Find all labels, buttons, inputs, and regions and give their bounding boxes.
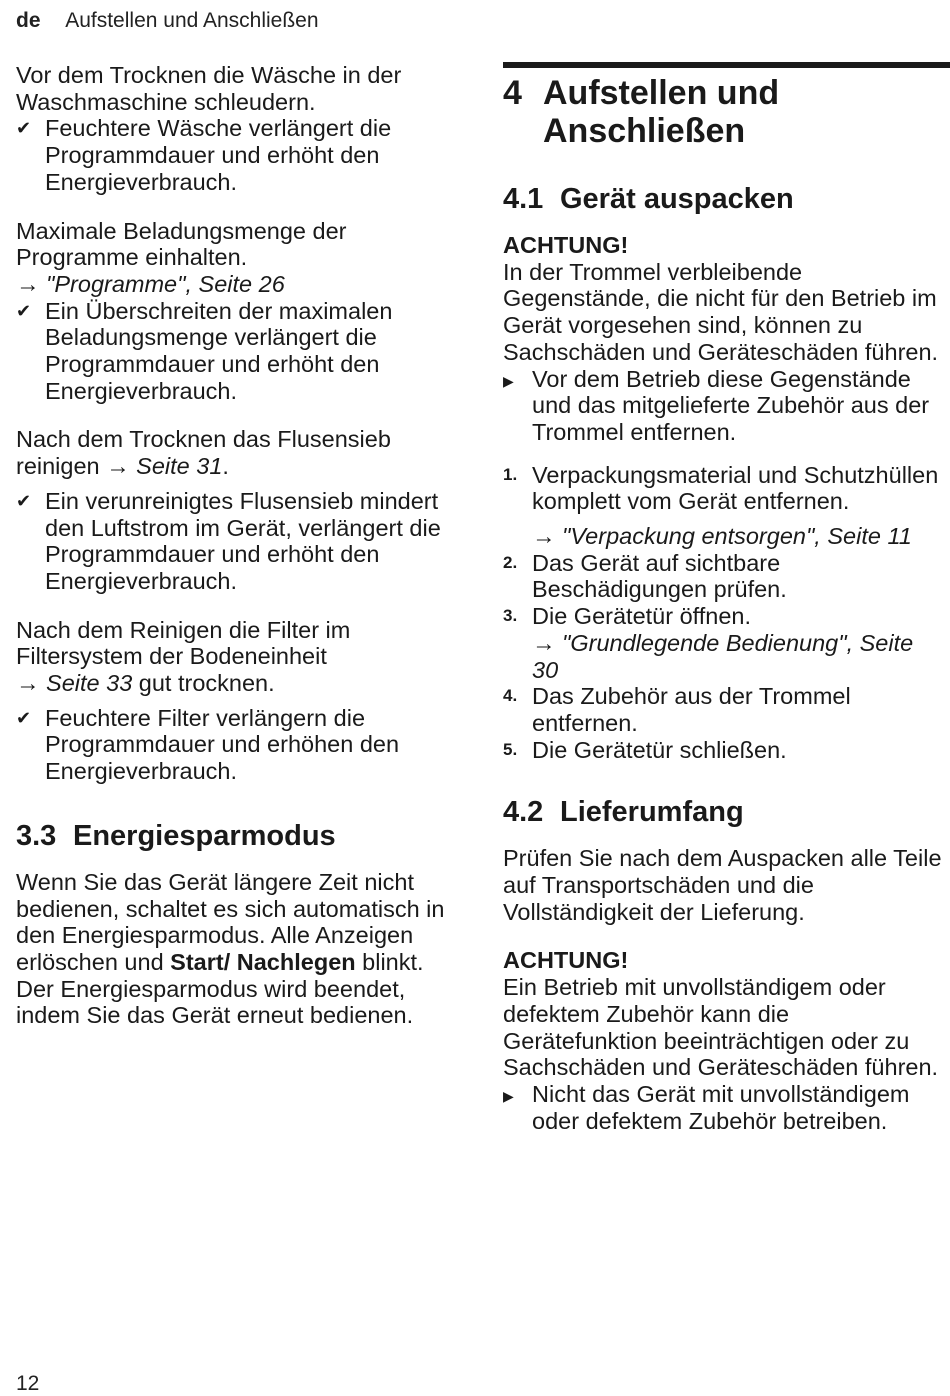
left-column (16, 62, 456, 1029)
step-item (503, 550, 943, 603)
triangle-bullet-icon: ▶ (503, 1087, 514, 1104)
section-number: 4.1 (503, 183, 544, 215)
paragraph-text: blinkt. (355, 948, 424, 975)
action-text: Nicht das Gerät mit unvollständigem oder defektem Zubehör betreiben. (532, 1080, 910, 1134)
cross-reference-link[interactable]: → "Verpackung entsorgen", Seite 11 (532, 523, 912, 550)
check-text: Ein verunreinigtes Flusensieb mindert den Luftstrom im Gerät, verlängert die Programmdauer und erhöht den Energieverbrauch. (45, 487, 441, 594)
paragraph: Prüfen Sie nach dem Auspacken alle Teile auf Transportschäden und die Vollständigkeit der Lieferung. (503, 845, 942, 925)
button-label-reference: Start/ Nachlegen (170, 948, 356, 975)
action-text: Vor dem Betrieb diese Gegenstände und das mitgelieferte Zubehör aus der Trommel entfernen. (532, 365, 930, 445)
tip-text-part: . (222, 453, 229, 480)
paragraph (16, 869, 456, 976)
chapter-title: Aufstellen und Anschließen (543, 74, 780, 150)
chapter-heading (503, 74, 943, 150)
step-item (503, 462, 943, 550)
step-text: Die Gerätetür öffnen. (532, 603, 752, 630)
section-title: Gerät auspacken (560, 183, 794, 215)
tip-text: Nach dem Reinigen die Filter im Filtersystem der Bodeneinheit (16, 616, 351, 670)
chapter-number: 4 (503, 74, 522, 112)
step-number: 3. (503, 606, 518, 626)
check-icon: ✔ (16, 118, 32, 139)
warning-title: ACHTUNG! (503, 947, 629, 974)
check-text: Feuchtere Filter verlängern die Programmdauer und erhöhen den Energieverbrauch. (45, 704, 400, 785)
step-item (503, 603, 943, 683)
step-text: Das Gerät auf sichtbare Beschädigungen prüfen. (532, 549, 787, 603)
cross-reference-link[interactable]: → "Programme", Seite 26 (16, 270, 285, 297)
page-header (16, 9, 319, 33)
right-column (503, 62, 943, 1134)
check-item (16, 488, 456, 595)
check-item (16, 115, 456, 195)
step-text: Die Gerätetür schließen. (532, 736, 787, 763)
step-body (532, 603, 943, 683)
check-text: Feuchtere Wäsche verlängert die Programmdauer und erhöht den Energieverbrauch. (45, 115, 392, 195)
action-item (503, 1081, 943, 1134)
tip-dry-filters (16, 617, 456, 785)
header-section-title: Aufstellen und Anschließen (65, 9, 319, 32)
page-number: 12 (16, 1372, 40, 1395)
section-heading-3-3 (16, 819, 456, 853)
tip-max-load (16, 218, 456, 405)
warning-text: Ein Betrieb mit unvollständigem oder defektem Zubehör kann die Gerätefunktion beeinträchtigen oder zu Sachschäden und Geräteschäden führen. (503, 974, 939, 1081)
triangle-bullet-icon: ▶ (503, 372, 514, 389)
section-number: 4.2 (503, 796, 544, 829)
step-number: 2. (503, 552, 518, 572)
section-number: 3.3 (16, 819, 57, 852)
tip-text: Maximale Beladungsmenge der Programme einhalten. (16, 217, 347, 271)
check-icon: ✔ (16, 300, 32, 321)
tip-lint-filter (16, 426, 456, 594)
check-text: Ein Überschreiten der maximalen Beladungsmenge verlängert die Programmdauer und erhöht den Energieverbrauch. (45, 297, 393, 404)
cross-reference-link[interactable]: → Seite 33 (16, 670, 133, 697)
paragraph-text: Wenn Sie das Gerät längere Zeit nicht bedienen, schaltet es sich automatisch in den Energiesparmodus. Alle Anzeigen erlöschen und (16, 868, 445, 975)
section-title: Lieferumfang (560, 796, 744, 829)
check-item (16, 705, 456, 785)
tip-spin-laundry (16, 62, 456, 196)
step-item (503, 737, 943, 764)
tip-text (16, 426, 456, 479)
cross-reference-link[interactable]: → Seite 31 (106, 453, 223, 480)
step-number: 4. (503, 686, 518, 706)
language-code: de (16, 9, 41, 32)
chapter-divider (503, 62, 950, 68)
section-heading-4-2 (503, 795, 943, 829)
cross-reference-link[interactable]: → "Grundlegende Bedienung", Seite 30 (532, 629, 914, 683)
section-heading-4-1 (503, 182, 943, 216)
tip-text-part: Nach dem Trocknen das Flusensieb reinigen (16, 426, 391, 480)
tip-text (16, 670, 456, 697)
warning-text: In der Trommel verbleibende Gegenstände, die nicht für den Betrieb im Gerät vorgesehen sind, können zu Sachschäden und Geräteschäden führen. (503, 258, 939, 365)
section-title: Energiesparmodus (73, 819, 336, 852)
step-body (532, 462, 943, 550)
step-number: 5. (503, 739, 518, 759)
step-text: Verpackungsmaterial und Schutzhüllen komplett vom Gerät entfernen. (532, 461, 939, 515)
warning-title: ACHTUNG! (503, 232, 629, 258)
check-icon: ✔ (16, 490, 32, 511)
step-item (503, 683, 943, 736)
check-icon: ✔ (16, 707, 32, 728)
action-item (503, 366, 943, 446)
paragraph: Der Energiesparmodus wird beendet, indem Sie das Gerät erneut bedienen. (16, 975, 414, 1029)
tip-text: Vor dem Trocknen die Wäsche in der Waschmaschine schleudern. (16, 62, 402, 115)
check-item (16, 298, 456, 405)
step-text: Das Zubehör aus der Trommel entfernen. (532, 683, 851, 736)
tip-text-part: gut trocknen. (132, 670, 275, 697)
step-number: 1. (503, 464, 518, 484)
